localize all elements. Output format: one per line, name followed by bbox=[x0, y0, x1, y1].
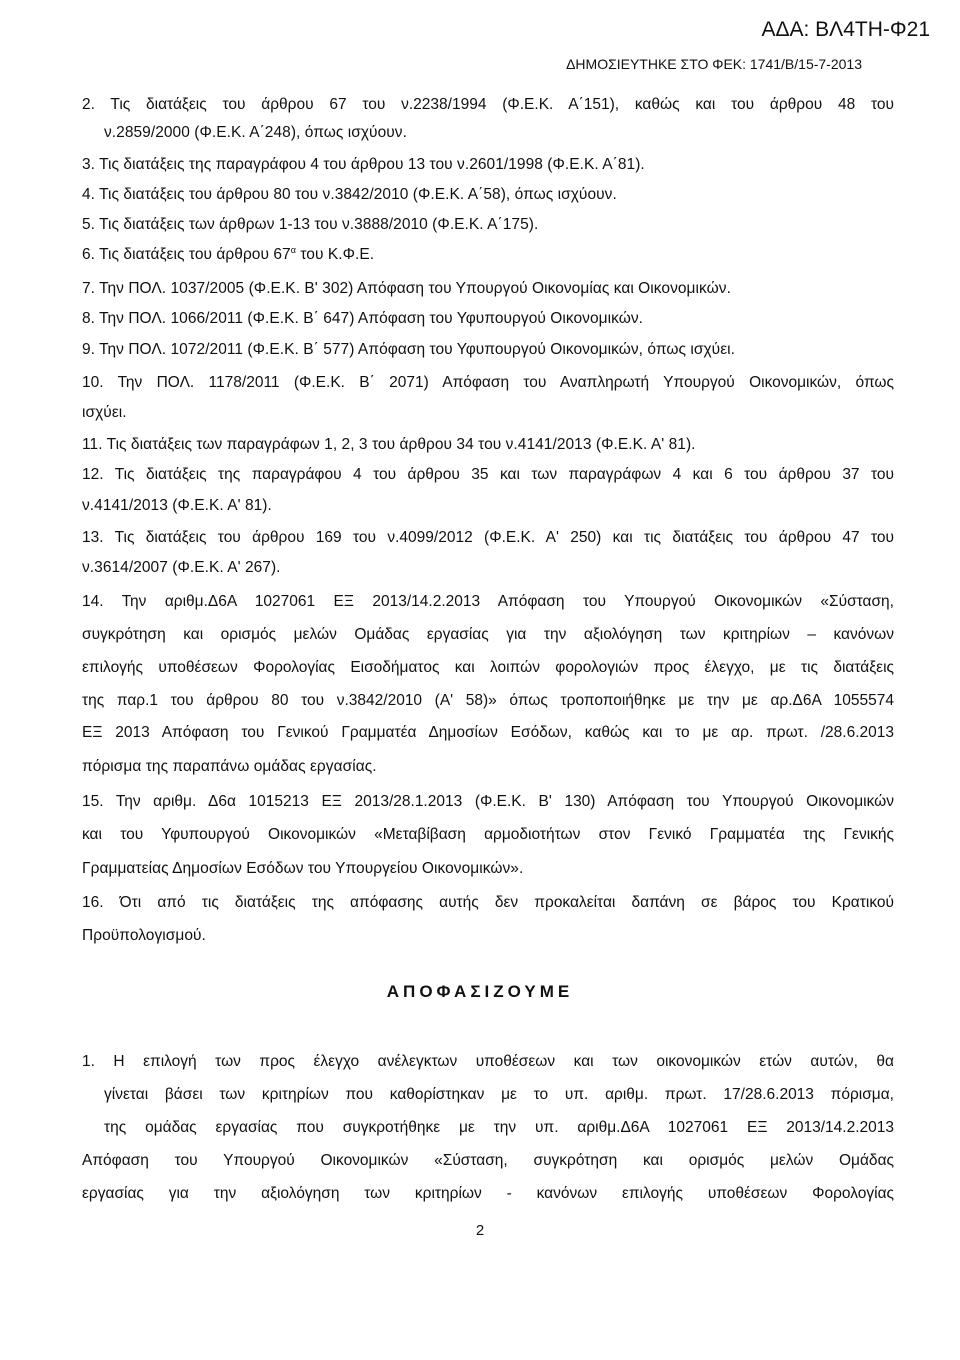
decision-1-line-2: γίνεται βάσει των κριτηρίων που καθορίστηκαν με το υπ. αριθμ. πρωτ. 17/28.6.2013 πόρισμα, bbox=[104, 1086, 894, 1103]
item-6-text: 6. Τις διατάξεις του άρθρου 67 bbox=[82, 246, 291, 263]
item-3: 3. Τις διατάξεις της παραγράφου 4 του άρθρου 13 του ν.2601/1998 (Φ.Ε.Κ. Α΄81). bbox=[82, 156, 645, 173]
page-number: 2 bbox=[475, 1222, 485, 1239]
item-12-line-2: ν.4141/2013 (Φ.Ε.Κ. Α' 81). bbox=[82, 497, 272, 514]
item-2-line-2: ν.2859/2000 (Φ.Ε.Κ. Α΄248), όπως ισχύουν. bbox=[104, 124, 407, 141]
item-16-line-2: Προϋπολογισμού. bbox=[82, 927, 206, 944]
item-14-line-6: πόρισμα της παραπάνω ομάδας εργασίας. bbox=[82, 758, 377, 775]
decision-1-line-5: εργασίας για την αξιολόγηση των κριτηρίων - κανόνων επιλογής υποθέσεων Φορολογίας bbox=[82, 1185, 894, 1202]
item-4: 4. Τις διατάξεις του άρθρου 80 του ν.3842/2010 (Φ.Ε.Κ. Α΄58), όπως ισχύουν. bbox=[82, 186, 617, 203]
item-14-line-1: 14. Την αριθμ.Δ6Α 1027061 ΕΞ 2013/14.2.2013 Απόφαση του Υπουργού Οικονομικών «Σύσταση, bbox=[82, 593, 894, 610]
item-10-line-1: 10. Την ΠΟΛ. 1178/2011 (Φ.Ε.Κ. Β΄ 2071) Απόφαση του Αναπληρωτή Υπουργού Οικονομικών, όπως bbox=[82, 374, 894, 391]
item-14-line-2: συγκρότηση και ορισμός μελών Ομάδας εργασίας για την αξιολόγηση των κριτηρίων – κανόνων bbox=[82, 626, 894, 643]
item-12-line-1: 12. Τις διατάξεις της παραγράφου 4 του άρθρου 35 και των παραγράφων 4 και 6 του άρθρου 37 του bbox=[82, 466, 894, 483]
fek-publication-note: ΔΗΜΟΣΙΕΥΤΗΚΕ ΣΤΟ ΦΕΚ: 1741/Β/15-7-2013 bbox=[566, 56, 862, 72]
item-6-text-end: του Κ.Φ.Ε. bbox=[295, 246, 375, 263]
item-13-line-2: ν.3614/2007 (Φ.Ε.Κ. Α' 267). bbox=[82, 559, 281, 576]
item-15-line-2: και του Υφυπουργού Οικονομικών «Μεταβίβαση αρμοδιοτήτων στον Γενικό Γραμματέα της Γενικής bbox=[82, 826, 894, 843]
decision-1-line-1: 1. Η επιλογή των προς έλεγχο ανέλεγκτων υποθέσεων και των οικονομικών ετών αυτών, θα bbox=[82, 1053, 894, 1070]
item-9: 9. Την ΠΟΛ. 1072/2011 (Φ.Ε.Κ. Β΄ 577) Απόφαση του Υφυπουργού Οικονομικών, όπως ισχύει. bbox=[82, 341, 736, 358]
item-13-line-1: 13. Τις διατάξεις του άρθρου 169 του ν.4099/2012 (Φ.Ε.Κ. Α' 250) και τις διατάξεις του άρθρου 47 του bbox=[82, 529, 894, 546]
item-7: 7. Την ΠΟΛ. 1037/2005 (Φ.Ε.Κ. Β' 302) Απόφαση του Υπουργού Οικονομίας και Οικονομικών. bbox=[82, 280, 731, 297]
decision-1-line-4: Απόφαση του Υπουργού Οικονομικών «Σύσταση, συγκρότηση και ορισμός μελών Ομάδας bbox=[82, 1152, 894, 1169]
item-14-line-3: επιλογής υποθέσεων Φορολογίας Εισοδήματος και λοιπών φορολογιών προς έλεγχο, με τις διατάξεις bbox=[82, 659, 894, 676]
item-10-line-2: ισχύει. bbox=[82, 404, 127, 421]
item-16-line-1: 16. Ότι από τις διατάξεις της απόφασης αυτής δεν προκαλείται δαπάνη σε βάρος του Κρατικού bbox=[82, 894, 894, 911]
item-15-line-3: Γραμματείας Δημοσίων Εσόδων του Υπουργείου Οικονομικών». bbox=[82, 860, 524, 877]
item-2-line-1: 2. Τις διατάξεις του άρθρου 67 του ν.2238/1994 (Φ.Ε.Κ. Α΄151), καθώς και του άρθρου 48 του bbox=[82, 96, 894, 113]
item-14-line-5: ΕΞ 2013 Απόφαση του Γενικού Γραμματέα Δημοσίων Εσόδων, καθώς και το με αρ. πρωτ. /28.6.2013 bbox=[82, 724, 894, 741]
decision-heading: ΑΠΟΦΑΣΙΖΟΥΜΕ bbox=[386, 982, 574, 1001]
item-6 bbox=[82, 245, 374, 264]
item-14-line-4: της παρ.1 του άρθρου 80 του ν.3842/2010 (Α' 58)» όπως τροποποιήθηκε με την με αρ.Δ6Α 1055574 bbox=[82, 692, 894, 709]
item-6-superscript: α bbox=[290, 245, 296, 255]
item-8: 8. Την ΠΟΛ. 1066/2011 (Φ.Ε.Κ. Β΄ 647) Απόφαση του Υφυπουργού Οικονομικών. bbox=[82, 310, 644, 327]
item-11: 11. Τις διατάξεις των παραγράφων 1, 2, 3 του άρθρου 34 του ν.4141/2013 (Φ.Ε.Κ. Α' 81). bbox=[82, 436, 696, 453]
ada-code: ΑΔΑ: ΒΛ4ΤΗ-Φ21 bbox=[761, 18, 930, 41]
decision-1-line-3: της ομάδας εργασίας που συγκροτήθηκε με την υπ. αριθμ.Δ6Α 1027061 ΕΞ 2013/14.2.2013 bbox=[104, 1119, 894, 1136]
item-5: 5. Τις διατάξεις των άρθρων 1-13 του ν.3888/2010 (Φ.Ε.Κ. Α΄175). bbox=[82, 216, 539, 233]
item-15-line-1: 15. Την αριθμ. Δ6α 1015213 ΕΞ 2013/28.1.2013 (Φ.Ε.Κ. Β' 130) Απόφαση του Υπουργού Οικονομικών bbox=[82, 793, 894, 810]
